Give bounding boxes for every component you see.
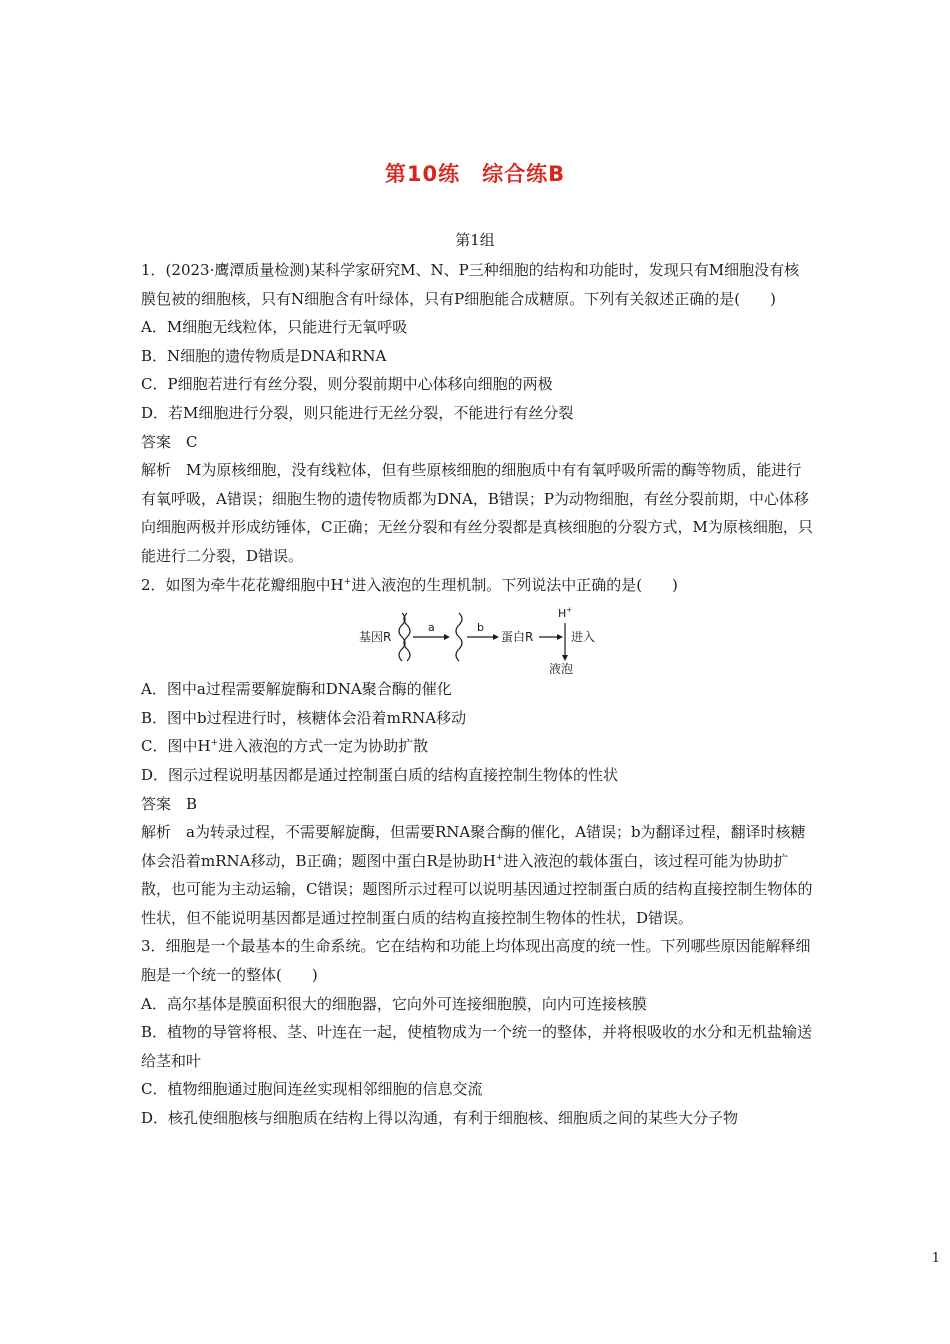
gene-label: 基因R	[359, 630, 392, 645]
group-heading: 第1组	[455, 231, 495, 249]
question-3-option-d: D．核孔使细胞核与细胞质在结构上得以沟通，有利于细胞核、细胞质之间的某些大分子物	[141, 1109, 739, 1128]
arrow-a-head	[444, 634, 450, 640]
question-2-stem-sup: +	[343, 576, 352, 587]
question-1-analysis: 解析 M为原核细胞，没有线粒体，但有些原核细胞的细胞质中有有氧呼吸所需的酶等物质，能进行有氧呼吸，A错误；细胞生物的遗传物质都为DNA，B错误；P为动物细胞，有丝分裂前期，中心体移向细胞两极并形成纺锤体，C正确；无丝分裂和有丝分裂都是真核细胞的分裂方式，M为原核细胞，只能进行二分裂，D错误。	[141, 461, 813, 565]
question-2-option-c-pre: C．图中H	[141, 737, 211, 756]
page-number: 1	[931, 1251, 940, 1266]
question-2-answer: 答案 B	[141, 794, 198, 813]
question-2-stem	[141, 571, 813, 600]
step-b-label: b	[477, 621, 484, 635]
page-title: 第10练 综合练B	[384, 162, 566, 186]
mrna-strand	[456, 613, 462, 661]
question-2-option-b: B．图中b过程进行时，核糖体会沿着mRNA移动	[141, 708, 467, 727]
arrow-protein-head	[557, 634, 563, 640]
question-1-option-d: D．若M细胞进行分裂，则只能进行无丝分裂，不能进行有丝分裂	[141, 403, 574, 422]
question-2-analysis-pre: 解析 a为转录过程，不需要解旋酶，但需要RNA聚合酶的催化，A错误；b为翻译过程，翻译时核糖体会沿着mRNA移动，B正确；题图中蛋白R是协助H	[141, 823, 806, 870]
vacuole-label: 液泡	[549, 662, 574, 676]
question-1-option-c: C．P细胞若进行有丝分裂，则分裂前期中心体移向细胞的两极	[141, 375, 553, 394]
question-2-option-a: A．图中a过程需要解旋酶和DNA聚合酶的催化	[141, 680, 452, 699]
question-2-analysis-post: 进入液泡的载体蛋白，该过程可能为协助扩散，也可能为主动运输，C错误；题图所示过程可以说明基因通过控制蛋白质的结构直接控制生物体的性状，但不能说明基因都是通过控制蛋白质的结构直接控制生物体的性状，D错误。	[141, 851, 813, 927]
question-1-stem: 1．(2023·鹰潭质量检测)某科学家研究M、N、P三种细胞的结构和功能时，发现只有M细胞没有核膜包被的细胞核，只有N细胞含有叶绿体，只有P细胞能合成糖原。下列有关叙述正确的是( )	[141, 261, 800, 308]
ion-label	[558, 606, 572, 620]
question-2-stem-pre: 2．如图为牵牛花花瓣细胞中H	[141, 575, 344, 594]
question-1-option-b: B．N细胞的遗传物质是DNA和RNA	[141, 346, 387, 365]
question-2-analysis-sup: +	[495, 852, 504, 863]
ion-base: H	[558, 607, 567, 621]
mechanism-diagram	[141, 603, 813, 675]
ion-arrow-head	[562, 655, 568, 661]
question-2-analysis	[141, 818, 813, 932]
question-3-option-b: B．植物的导管将根、茎、叶连在一起，使植物成为一个统一的整体，并将根吸收的水分和无机盐输送给茎和叶	[141, 1023, 813, 1070]
question-3-option-a: A．高尔基体是膜面积很大的细胞器，它向外可连接细胞膜，向内可连接核膜	[141, 994, 647, 1013]
mechanism-diagram-svg	[349, 603, 609, 675]
question-2-option-d: D．图示过程说明基因都是通过控制蛋白质的结构直接控制生物体的性状	[141, 765, 619, 784]
question-1-option-a: A．M细胞无线粒体，只能进行无氧呼吸	[141, 318, 408, 337]
ion-sup: +	[566, 606, 573, 615]
question-2-option-c	[141, 732, 813, 761]
question-2-option-c-post: 进入液泡的方式一定为协助扩散	[218, 737, 429, 756]
question-content	[141, 256, 813, 1133]
question-3-stem: 3．细胞是一个最基本的生命系统。它在结构和功能上均体现出高度的统一性。下列哪些原因能解释细胞是一个统一的整体( )	[141, 937, 811, 985]
arrow-b-head	[493, 634, 499, 640]
question-2-stem-post: 进入液泡的生理机制。下列说法中正确的是( )	[351, 575, 678, 594]
enter-label: 进入	[571, 630, 596, 645]
question-3-option-c: C．植物细胞通过胞间连丝实现相邻细胞的信息交流	[141, 1080, 483, 1099]
step-a-label: a	[428, 621, 435, 635]
question-1-answer: 答案 C	[141, 432, 198, 451]
question-2-option-c-sup: +	[210, 738, 219, 749]
protein-label: 蛋白R	[501, 630, 534, 645]
